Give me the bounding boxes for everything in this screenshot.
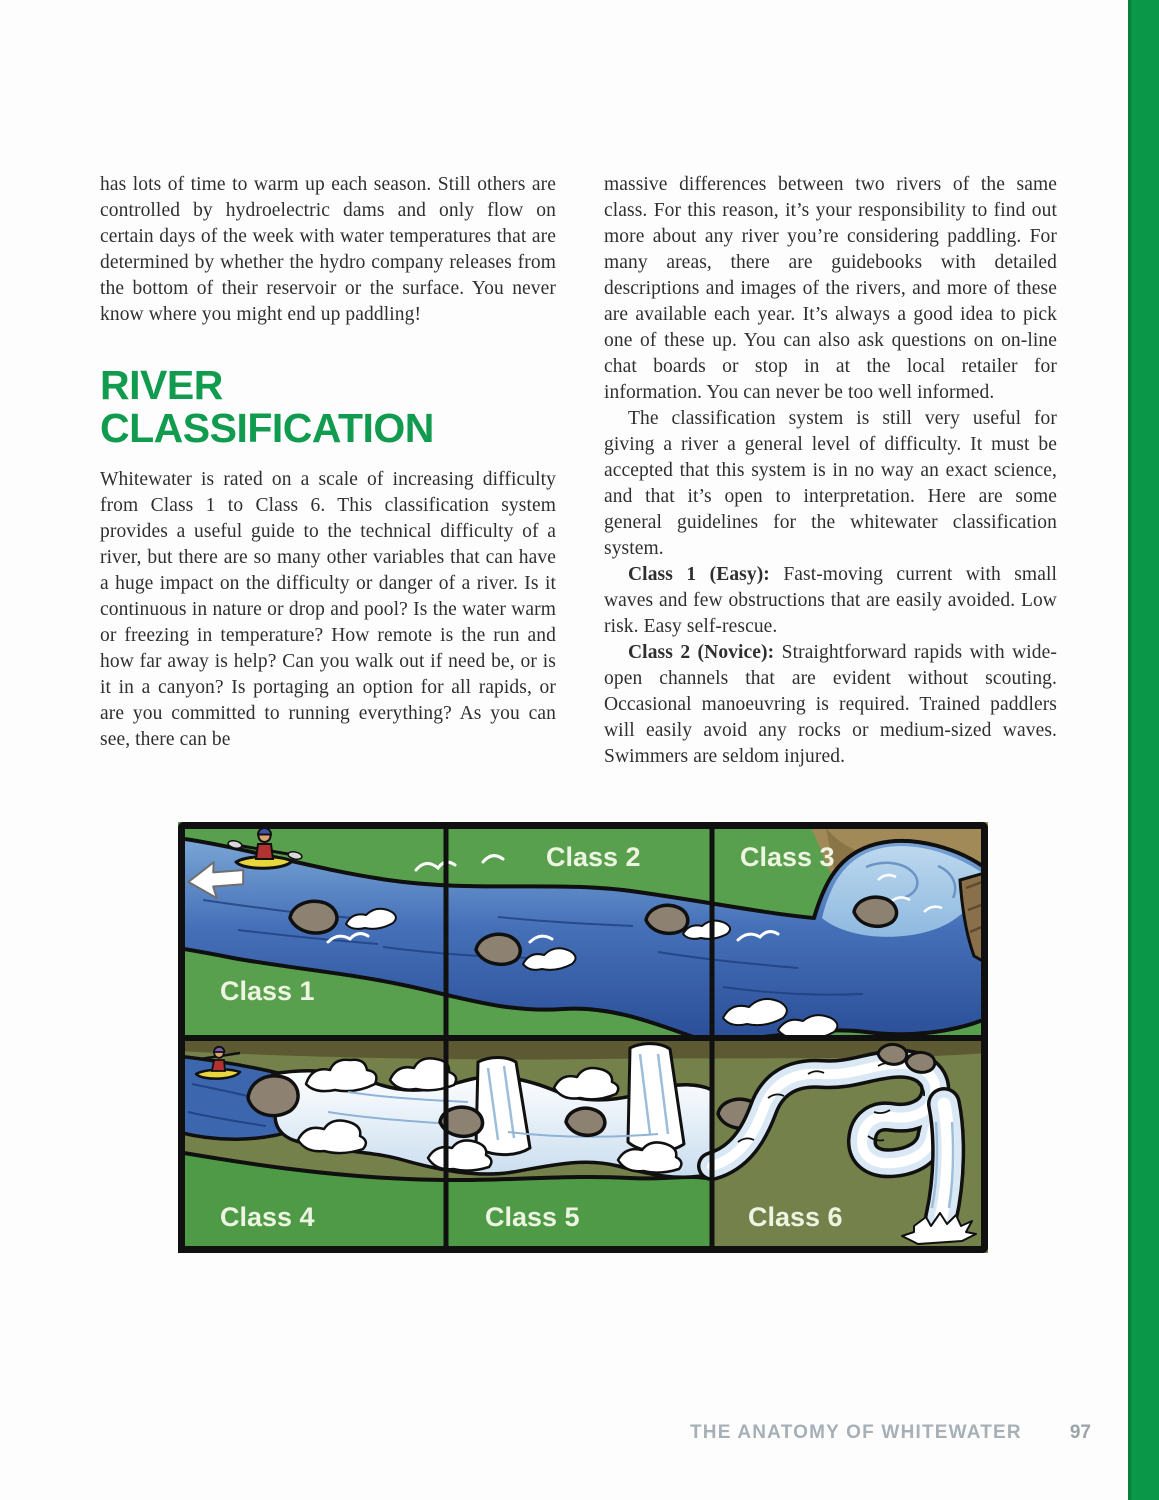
top-row: [178, 822, 988, 1038]
paragraph: has lots of time to warm up each season. Still others are controlled by hydroelectric dams and only flow on certain days of the week with water temperatures that are determined by whether the hydro company releases from the bottom of their reservoir or the surface. You never know where you might end up paddling!: [100, 174, 556, 325]
river-classification-illustration: [178, 822, 988, 1253]
panel-label-class4: Class 4: [220, 1202, 315, 1232]
bottom-row: [178, 1038, 988, 1253]
panel-label-class5: Class 5: [485, 1202, 580, 1232]
right-column: [604, 172, 1057, 770]
page-number: 97: [1069, 1422, 1091, 1443]
panel-label-class2: Class 2: [546, 842, 641, 872]
page-footer: [690, 1422, 1091, 1444]
chapter-edge-bar: [1128, 0, 1159, 1500]
paragraph: Whitewater is rated on a scale of increasing difficulty from Class 1 to Class 6. This classification system provides a useful guide to the technical difficulty of a river, but there are so many other variables that can have a huge impact on the difficulty or danger of a river. Is it continuous in nature or drop and pool? Is the water warm or freezing in temperature? How remote is the run and how far away is help? Can you walk out if need be, or is it in a canyon? Is portaging an option for all rapids, or are you committed to running everything? As you can see, there can be: [100, 469, 556, 750]
paragraph: massive differences between two rivers of the same class. For this reason, it’s your responsibility to find out more about any river you’re considering paddling. For many areas, there are guidebooks with detailed descriptions and images of the rivers, and more of these are available each year. It’s always a good idea to pick one of these up. You can also ask questions on on-line chat boards or stop in at the local retailer for information. You can never be too well informed.: [604, 174, 1057, 403]
panel-label-class3: Class 3: [740, 842, 835, 872]
class1-label: Class 1 (Easy):: [628, 564, 770, 585]
paragraph: The classification system is still very useful for giving a river a general level of difficulty. It must be accepted that this system is in no way an exact science, and that it’s open to interpretation. Here are some general guidelines for the whitewater classification system.: [604, 408, 1057, 559]
section-heading: RIVER CLASSIFICATION: [100, 362, 434, 451]
left-column: [100, 172, 556, 753]
river-classes-figure: [178, 822, 988, 1253]
class2-label: Class 2 (Novice):: [628, 642, 775, 663]
class1-definition: Class 1 (Easy): Fast-moving current with small waves and few obstructions that are easily avoided. Low risk. Easy self-rescue.: [604, 564, 1057, 637]
running-head: THE ANATOMY OF WHITEWATER: [689, 1422, 1022, 1443]
class2-definition: Class 2 (Novice): Straightforward rapids with wide-open channels that are evident without scouting. Occasional manoeuvring is required. Trained paddlers will easily avoid any rocks or medium-sized waves. Swimmers are seldom injured.: [604, 642, 1057, 767]
panel-label-class6: Class 6: [748, 1202, 843, 1232]
panel-label-class1: Class 1: [220, 976, 315, 1006]
